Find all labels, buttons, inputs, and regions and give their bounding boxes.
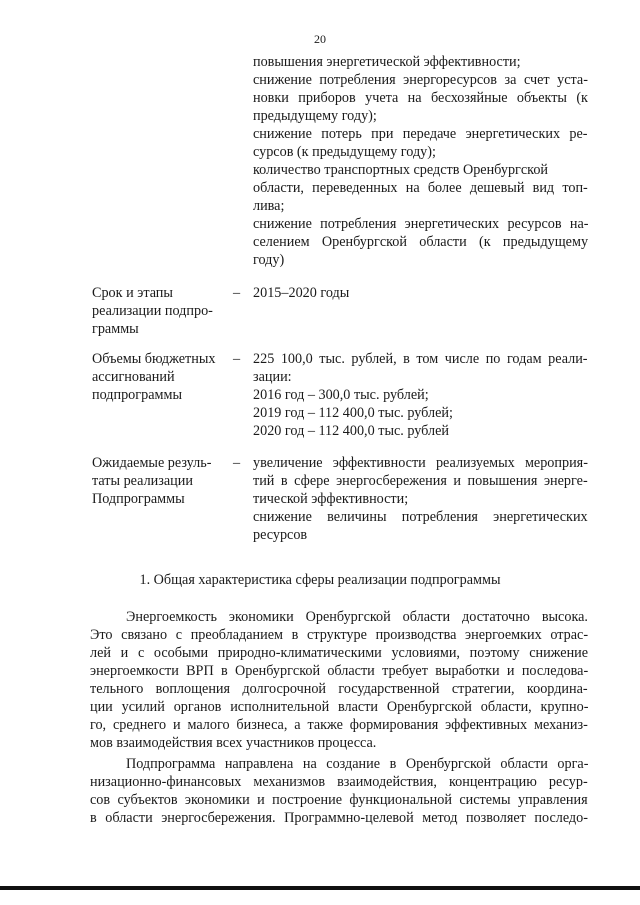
row-dash: – bbox=[233, 455, 241, 471]
body-line: в области энергосбережения. Программно-целевой метод позволяет последо- bbox=[90, 810, 588, 826]
row-label-line: Подпрограммы bbox=[92, 491, 185, 507]
body-line: сов субъектов экономики и построение функциональной системы управления bbox=[90, 792, 588, 808]
row-label-line: Срок и этапы bbox=[92, 285, 173, 301]
value-line: снижение потребления энергетических ресурсов на- bbox=[253, 216, 589, 232]
row-label-line: таты реализации bbox=[92, 473, 193, 489]
row-label-line: подпрограммы bbox=[92, 387, 182, 403]
body-line: Энергоемкость экономики Оренбургской области достаточно высока. bbox=[126, 609, 588, 625]
bottom-rule bbox=[0, 886, 640, 890]
value-line: 2015–2020 годы bbox=[253, 285, 350, 301]
row-label-line: реализации подпро- bbox=[92, 303, 213, 319]
value-line: снижение величины потребления энергетических bbox=[253, 509, 588, 525]
value-line: тий в сфере энергосбережения и повышения энерге- bbox=[253, 473, 588, 489]
body-line: ции усилий органов исполнительной власти Оренбургской области, крупно- bbox=[90, 699, 589, 715]
page-number: 20 bbox=[314, 32, 326, 46]
value-line: зации: bbox=[253, 369, 292, 385]
value-line: лива; bbox=[253, 198, 285, 214]
body-line: энергоемкости ВРП в Оренбургской области требует выработки и последова- bbox=[90, 663, 589, 679]
body-line: мов взаимодействия всех участников процесса. bbox=[90, 735, 377, 751]
value-line: повышения энергетической эффективности; bbox=[253, 54, 521, 70]
value-line: увеличение эффективности реализуемых мероприя- bbox=[253, 455, 588, 471]
value-line: количество транспортных средств Оренбургской bbox=[253, 162, 549, 178]
value-line: 2019 год – 112 400,0 тыс. рублей; bbox=[253, 405, 453, 421]
row-label-line: ассигнований bbox=[92, 369, 175, 385]
value-line: тической эффективности; bbox=[253, 491, 409, 507]
row-label-line: Объемы бюджетных bbox=[92, 351, 216, 367]
value-line: области, переведенных на более дешевый вид топ- bbox=[253, 180, 588, 196]
value-line: новки приборов учета на бесхозяйные объекты (к bbox=[253, 90, 588, 106]
row-label-line: граммы bbox=[92, 321, 139, 337]
value-line: ресурсов bbox=[253, 527, 308, 543]
value-line: сурсов (к предыдущему году); bbox=[253, 144, 436, 160]
row-dash: – bbox=[233, 351, 241, 367]
value-line: снижение потребления энергоресурсов за счет уста- bbox=[253, 72, 588, 88]
value-line: 2020 год – 112 400,0 тыс. рублей bbox=[253, 423, 450, 439]
row-dash: – bbox=[233, 285, 241, 301]
section-heading: 1. Общая характеристика сферы реализации подпрограммы bbox=[139, 572, 501, 588]
row-label-line: Ожидаемые резуль- bbox=[92, 455, 212, 471]
value-line: снижение потерь при передаче энергетических ре- bbox=[253, 126, 588, 142]
value-line: селением Оренбургской области (к предыдущему bbox=[253, 234, 589, 250]
body-line: низационно-финансовых механизмов взаимодействия, концентрацию ресур- bbox=[90, 774, 588, 790]
body-line: Это связано с преобладанием в структуре производства энергоемких отрас- bbox=[90, 627, 589, 643]
value-line: предыдущему году); bbox=[253, 108, 377, 124]
body-line: тельного воплощения долгосрочной государственной стратегии, координа- bbox=[90, 681, 588, 697]
body-line: лей и с особыми природно-климатическими условиями, поэтому снижение bbox=[90, 645, 589, 661]
body-line: го, среднего и малого бизнеса, а также формирования эффективных механиз- bbox=[90, 717, 588, 733]
value-line: 225 100,0 тыс. рублей, в том числе по годам реали- bbox=[253, 351, 588, 367]
value-line: 2016 год – 300,0 тыс. рублей; bbox=[253, 387, 429, 403]
value-line: году) bbox=[253, 252, 285, 268]
body-line: Подпрограмма направлена на создание в Оренбургской области орга- bbox=[126, 756, 589, 772]
